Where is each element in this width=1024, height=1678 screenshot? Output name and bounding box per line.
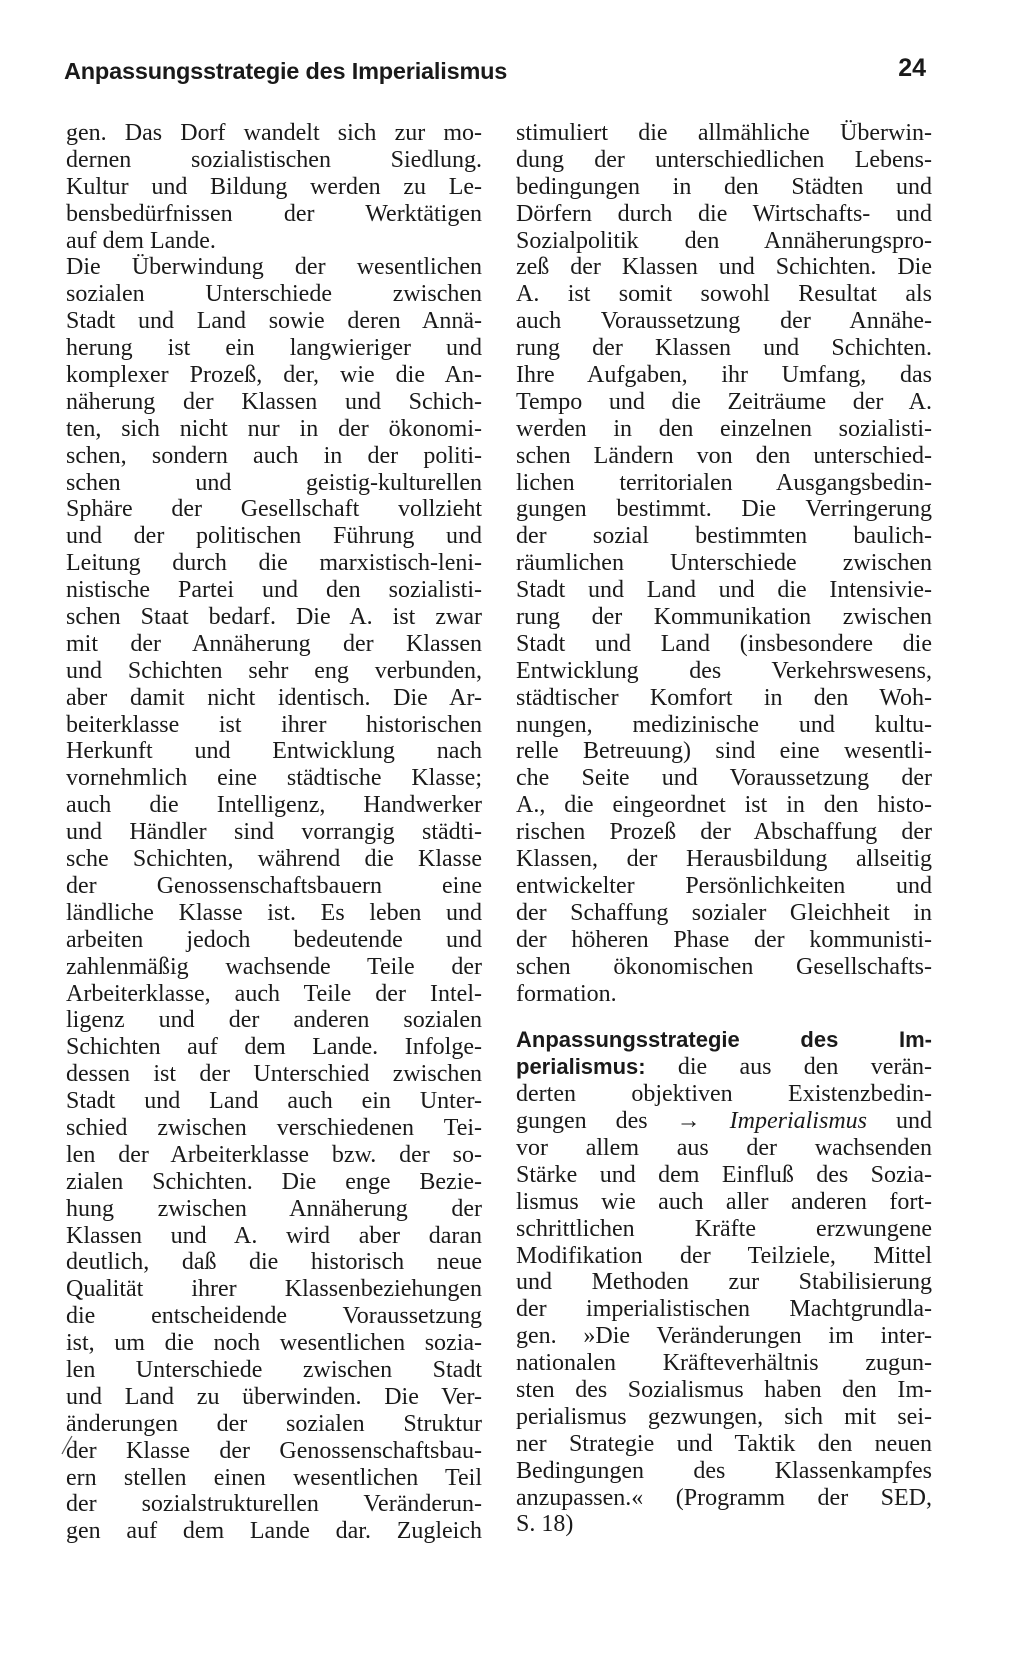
text-line: Stadt und Land (insbesondere die	[516, 630, 932, 657]
text-line: die entscheidende Voraussetzung	[66, 1303, 482, 1330]
text-line: nationalen Kräfteverhältnis zugun-	[516, 1350, 932, 1377]
text-line: ner Strategie und Taktik den neuen	[516, 1430, 932, 1457]
text-line: und der politischen Führung und	[66, 523, 482, 550]
text-line: derten objektiven Existenzbedin-	[516, 1081, 932, 1108]
text-line: arbeiten jedoch bedeutende und	[66, 926, 482, 953]
text-line: anzupassen.« (Programm der SED,	[516, 1484, 932, 1511]
text-line: nungen, medizinische und kultu-	[516, 711, 932, 738]
text-line: Herkunft und Entwicklung nach	[66, 738, 482, 765]
text-line: rischen Prozeß der Abschaffung der	[516, 819, 932, 846]
text-line: gungen bestimmt. Die Verringerung	[516, 496, 932, 523]
text-line: Stadt und Land sowie deren Annä-	[66, 308, 482, 335]
text-line: A. ist somit sowohl Resultat als	[516, 281, 932, 308]
text-line: vor allem aus der wachsenden	[516, 1134, 932, 1161]
text-line: Klassen und A. wird aber daran	[66, 1222, 482, 1249]
text-line: Stadt und Land auch ein Unter-	[66, 1088, 482, 1115]
text-line: stimuliert die allmähliche Überwin-	[516, 120, 932, 146]
text-line	[516, 1054, 932, 1081]
text-line: Bedingungen des Klassenkampfes	[516, 1457, 932, 1484]
text-line: beiterklasse ist ihrer historischen	[66, 711, 482, 738]
text-line: Tempo und die Zeiträume der A.	[516, 388, 932, 415]
entry-separator	[516, 1007, 932, 1027]
text-line: zialen Schichten. Die enge Bezie-	[66, 1168, 482, 1195]
text-line: Klassen, der Herausbildung allseitig	[516, 846, 932, 873]
text-line: der höheren Phase der kommunisti-	[516, 926, 932, 953]
text-line: änderungen der sozialen Struktur	[66, 1410, 482, 1437]
entry-definition-start: die aus den verän-	[645, 1054, 932, 1081]
text-line: und Händler sind vorrangig städti-	[66, 819, 482, 846]
text-line: relle Betreuung) sind eine wesentli-	[516, 738, 932, 765]
text-line: ländliche Klasse ist. Es leben und	[66, 899, 482, 926]
text-line: schen Ländern von den unterschied-	[516, 442, 932, 469]
text-line: werden in den einzelnen sozialisti-	[516, 415, 932, 442]
text-line: auf dem Lande.	[66, 227, 216, 254]
text-line: dessen ist der Unterschied zwischen	[66, 1061, 482, 1088]
text-line: Entwicklung des Verkehrswesens,	[516, 657, 932, 684]
text-line: Ihre Aufgaben, ihr Umfang, das	[516, 362, 932, 389]
text-line: bensbedürfnissen der Werktätigen	[66, 200, 482, 227]
margin-pencil-mark	[60, 1432, 74, 1456]
text-line: lismus wie auch aller anderen fort-	[516, 1188, 932, 1215]
text-line: nistische Partei und den sozialisti-	[66, 577, 482, 604]
text-line: Stadt und Land und die Intensivie-	[516, 577, 932, 604]
text-line: komplexer Prozeß, der, wie die An-	[66, 362, 482, 389]
text-line: der sozial bestimmten baulich-	[516, 523, 932, 550]
text-line: der Genossenschaftsbauern eine	[66, 872, 482, 899]
text-line: räumlichen Unterschiede zwischen	[516, 550, 932, 577]
text-line	[516, 1108, 932, 1135]
text-line: schen ökonomischen Gesellschafts-	[516, 953, 932, 980]
text-line: der imperialistischen Machtgrundla-	[516, 1296, 932, 1323]
text-line: Sozialpolitik den Annäherungspro-	[516, 227, 932, 254]
text-line: dernen sozialistischen Siedlung.	[66, 146, 482, 173]
text-line: Dörfern durch die Wirtschafts- und	[516, 200, 932, 227]
arrow-icon: →	[676, 1108, 701, 1135]
text-line: auch Voraussetzung der Annähe-	[516, 308, 932, 335]
text-line: der Klasse der Genossenschaftsbau-	[66, 1437, 482, 1464]
text-line: Modifikation der Teilziele, Mittel	[516, 1242, 932, 1269]
entry-text-fragment: gungen des	[516, 1108, 677, 1135]
text-line: sten des Sozialismus haben den Im-	[516, 1376, 932, 1403]
text-line: rung der Klassen und Schichten.	[516, 335, 932, 362]
text-line: der sozialstrukturellen Veränderun-	[66, 1491, 482, 1518]
text-line: lichen territorialen Ausgangsbedin-	[516, 469, 932, 496]
entry-headword-part2: perialismus:	[516, 1054, 646, 1080]
running-head: Anpassungsstrategie des Imperialismus	[64, 58, 508, 84]
text-line: Die Überwindung der wesentlichen	[66, 254, 482, 281]
text-line: ten, sich nicht nur in der ökonomi-	[66, 415, 482, 442]
text-line: Kultur und Bildung werden zu Le-	[66, 173, 482, 200]
text-line: herung ist ein langwieriger und	[66, 335, 482, 362]
text-line: städtischer Komfort in den Woh-	[516, 684, 932, 711]
text-line: aber damit nicht identisch. Die Ar-	[66, 684, 482, 711]
page-header	[64, 54, 932, 98]
text-line: sozialen Unterschiede zwischen	[66, 281, 482, 308]
text-line: bedingungen in den Städten und	[516, 173, 932, 200]
entry-head-line	[516, 1027, 932, 1054]
text-line: dung der unterschiedlichen Lebens-	[516, 146, 932, 173]
text-line: entwickelter Persönlichkeiten und	[516, 872, 932, 899]
text-line: len Unterschiede zwischen Stadt	[66, 1356, 482, 1383]
text-line: zeß der Klassen und Schichten. Die	[516, 254, 932, 281]
text-line: ist, um die noch wesentlichen sozia-	[66, 1330, 482, 1357]
text-line: ligenz und der anderen sozialen	[66, 1007, 482, 1034]
left-column	[66, 120, 482, 1545]
text-line: gen. Das Dorf wandelt sich zur mo-	[66, 120, 482, 146]
text-line: Arbeiterklasse, auch Teile der Intel-	[66, 980, 482, 1007]
text-line: Qualität ihrer Klassenbeziehungen	[66, 1276, 482, 1303]
text-line: rung der Kommunikation zwischen	[516, 604, 932, 631]
text-line: ern stellen einen wesentlichen Teil	[66, 1464, 482, 1491]
text-line: Schichten auf dem Lande. Infolge-	[66, 1034, 482, 1061]
cross-reference-link[interactable]: Imperialismus	[729, 1108, 867, 1135]
text-line: schen und geistig-kulturellen	[66, 469, 482, 496]
text-line: len der Arbeiterklasse bzw. der so-	[66, 1141, 482, 1168]
text-line: schen, sondern auch in der politi-	[66, 442, 482, 469]
text-line: und Land zu überwinden. Die Ver-	[66, 1383, 482, 1410]
text-line: sche Schichten, während die Klasse	[66, 846, 482, 873]
text-line: che Seite und Voraussetzung der	[516, 765, 932, 792]
page-number: 24	[898, 54, 926, 82]
text-line: S. 18)	[516, 1511, 574, 1538]
text-line: Leitung durch die marxistisch-leni-	[66, 550, 482, 577]
text-line: vornehmlich eine städtische Klasse;	[66, 765, 482, 792]
text-line: auch die Intelligenz, Handwerker	[66, 792, 482, 819]
text-line: zahlenmäßig wachsende Teile der	[66, 953, 482, 980]
text-line: mit der Annäherung der Klassen	[66, 630, 482, 657]
text-line: Sphäre der Gesellschaft vollzieht	[66, 496, 482, 523]
text-line: der Schaffung sozialer Gleichheit in	[516, 899, 932, 926]
text-line: hung zwischen Annäherung der	[66, 1195, 482, 1222]
text-line: Stärke und dem Einfluß des Sozia-	[516, 1161, 932, 1188]
text-line: und Schichten sehr eng verbunden,	[66, 657, 482, 684]
entry-headword-part1: Anpassungsstrategie des Im-	[516, 1027, 932, 1053]
text-line: näherung der Klassen und Schich-	[66, 388, 482, 415]
text-line: gen. »Die Veränderungen im inter-	[516, 1323, 932, 1350]
text-line: perialismus gezwungen, sich mit sei-	[516, 1403, 932, 1430]
entry-text-fragment: und	[867, 1108, 932, 1135]
text-line: A., die eingeordnet ist in den histo-	[516, 792, 932, 819]
text-line: formation.	[516, 980, 617, 1007]
text-line: gen auf dem Lande dar. Zugleich	[66, 1518, 482, 1545]
dictionary-entry	[516, 1027, 932, 1538]
text-line: deutlich, daß die historisch neue	[66, 1249, 482, 1276]
text-line: schied zwischen verschiedenen Tei-	[66, 1114, 482, 1141]
right-column	[516, 120, 932, 1538]
text-line: und Methoden zur Stabilisierung	[516, 1269, 932, 1296]
text-line: schen Staat bedarf. Die A. ist zwar	[66, 604, 482, 631]
text-line: schrittlichen Kräfte erzwungene	[516, 1215, 932, 1242]
